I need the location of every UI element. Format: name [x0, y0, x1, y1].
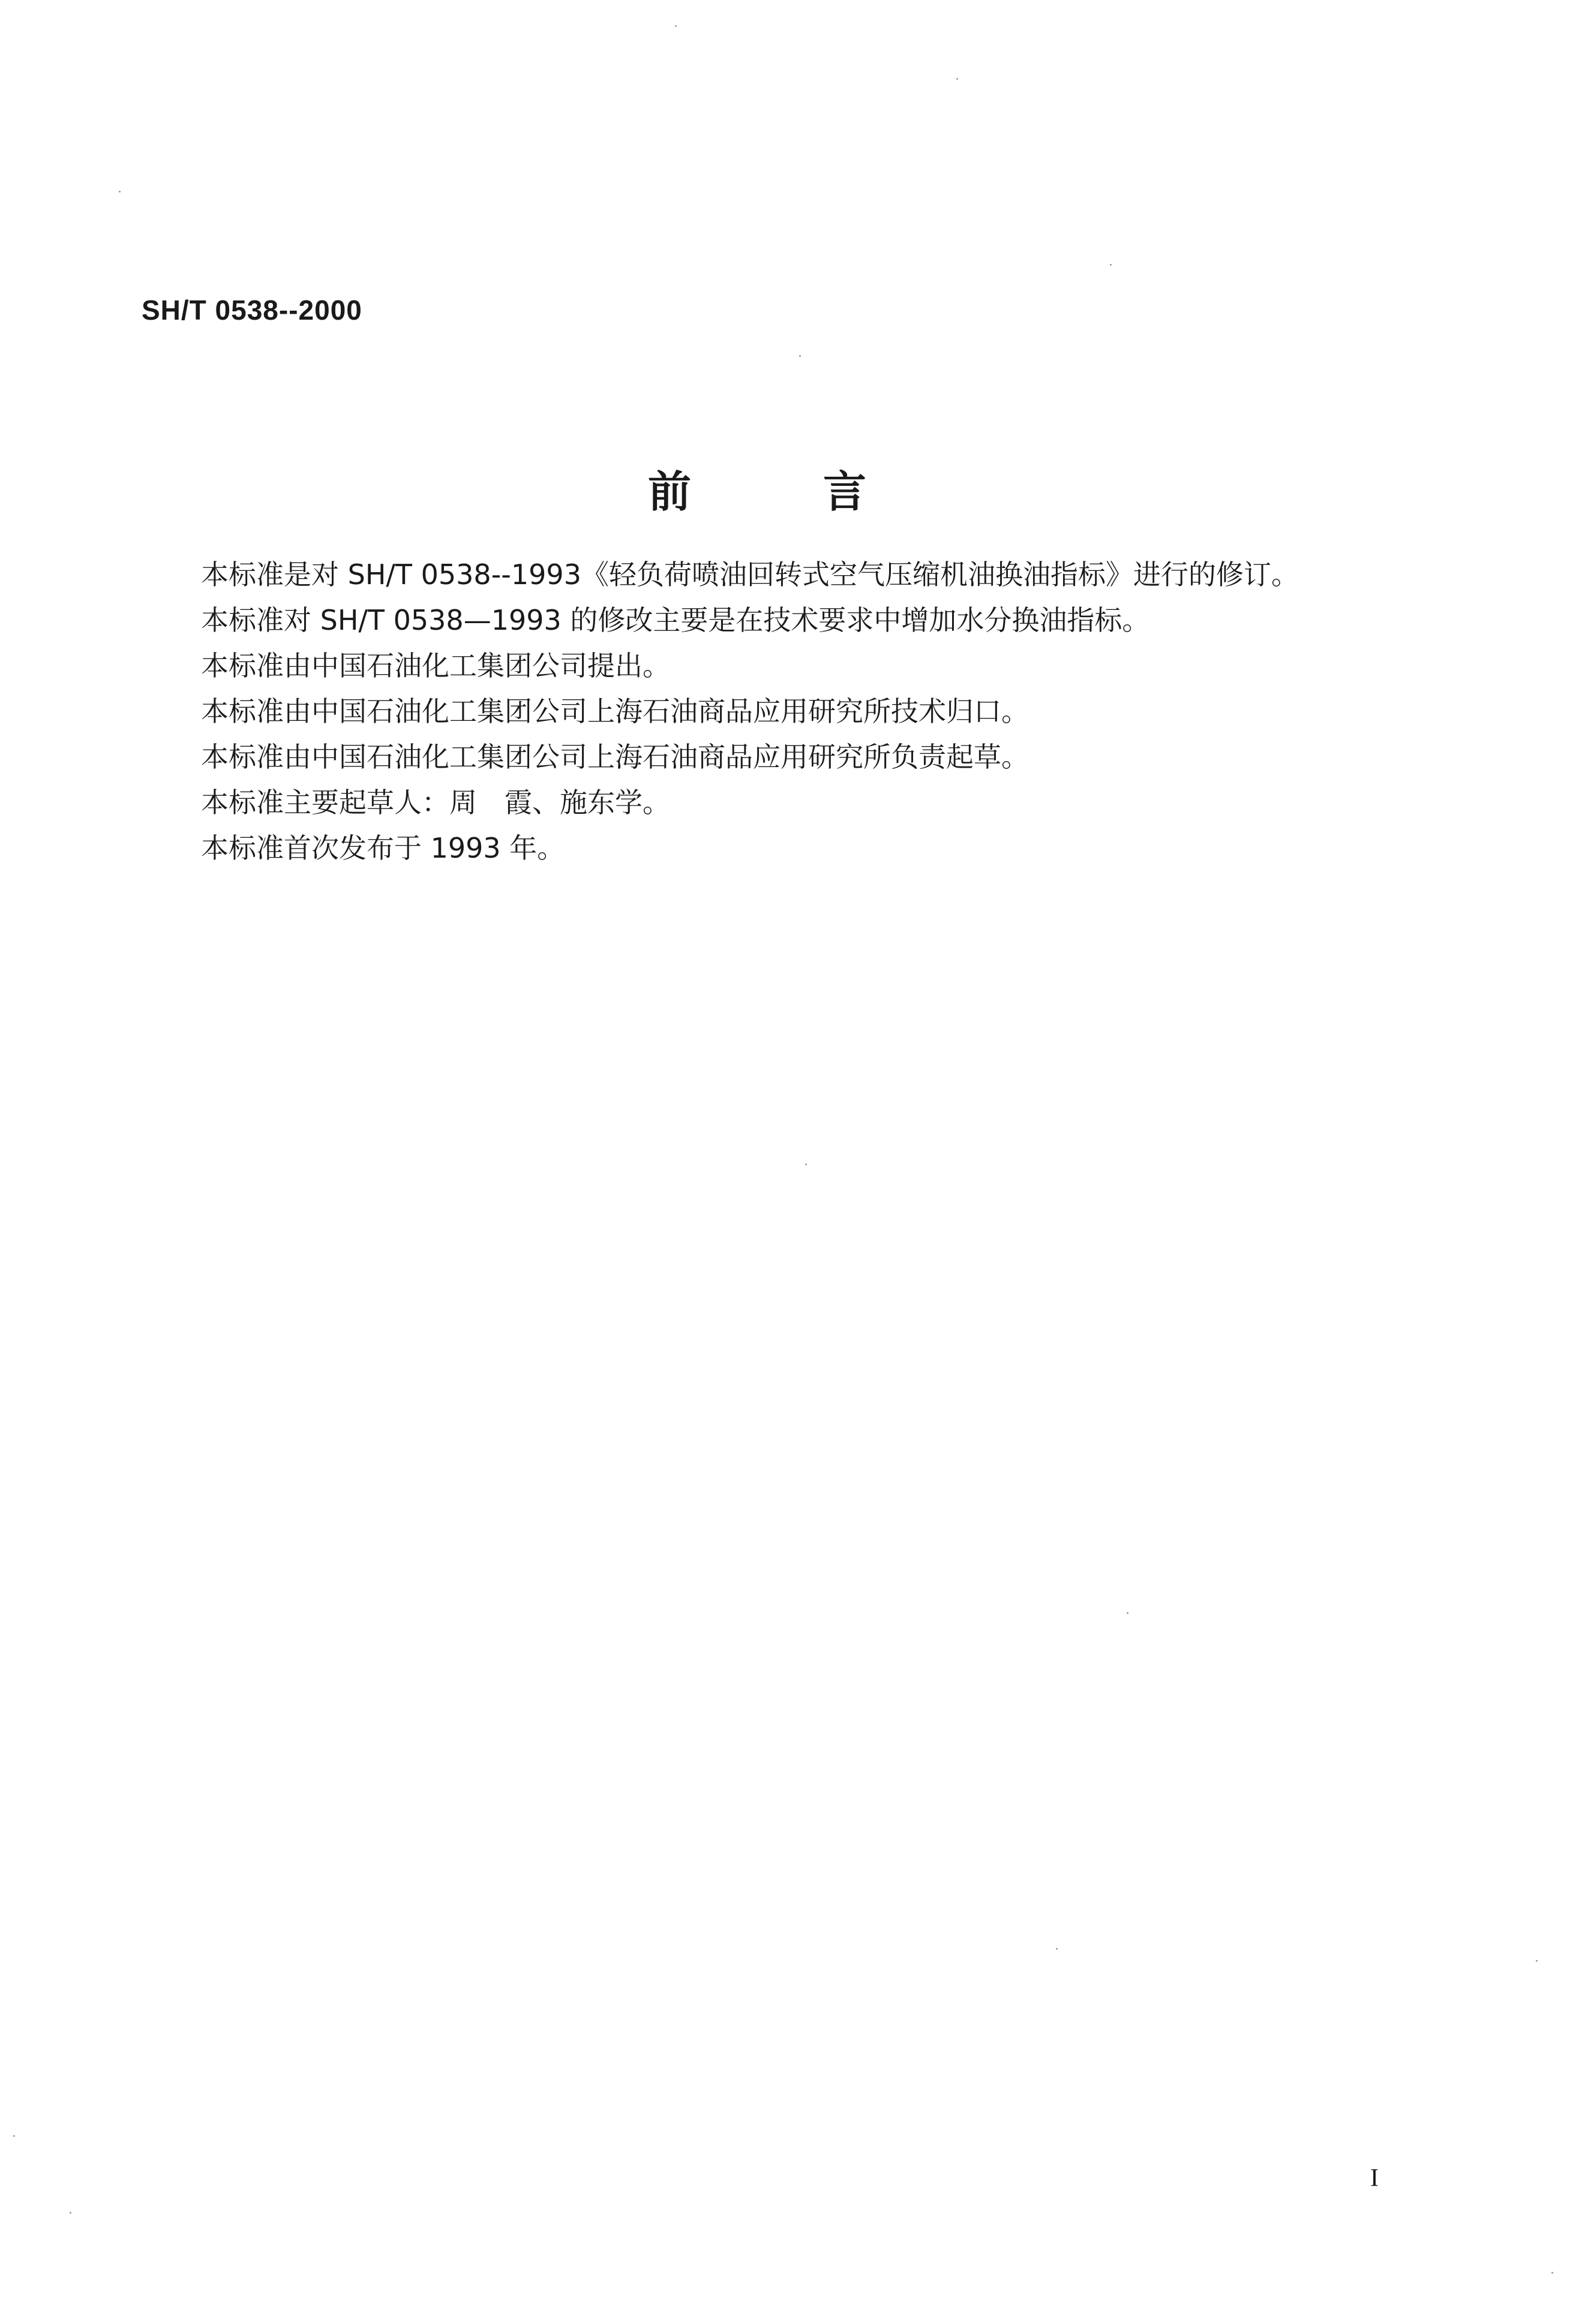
scan-speck — [1551, 2272, 1553, 2274]
scan-speck — [1536, 1960, 1538, 1962]
standard-code-header: SH/T 0538--2000 — [142, 294, 362, 326]
page-title: 前言 — [648, 467, 999, 517]
scan-speck — [675, 25, 677, 27]
paragraph: 本标准首次发布于 1993 年。 — [201, 832, 565, 864]
page-number: I — [1370, 2164, 1379, 2192]
scan-speck — [119, 191, 121, 193]
foreword-body — [201, 552, 1461, 871]
paragraph: 本标准由中国石油化工集团公司上海石油商品应用研究所负责起草。 — [201, 741, 1029, 773]
scan-speck — [1110, 264, 1112, 266]
scan-speck — [805, 1163, 807, 1165]
scan-speck — [1056, 1948, 1058, 1950]
paragraph: 本标准由中国石油化工集团公司提出。 — [201, 650, 670, 682]
paragraph: 本标准由中国石油化工集团公司上海石油商品应用研究所技术归口。 — [201, 695, 1029, 727]
paragraph: 本标准是对 SH/T 0538--1993《轻负荷喷油回转式空气压缩机油换油指标》进行的修订。 — [201, 558, 1299, 591]
scan-speck — [13, 2135, 15, 2137]
paragraph: 本标准主要起草人：周 霞、施东学。 — [201, 786, 670, 819]
scan-speck — [1127, 1612, 1128, 1614]
paragraph: 本标准对 SH/T 0538—1993 的修改主要是在技术要求中增加水分换油指标。 — [201, 604, 1150, 636]
scan-speck — [70, 2212, 71, 2214]
scan-speck — [956, 78, 958, 80]
scan-speck — [799, 355, 801, 357]
